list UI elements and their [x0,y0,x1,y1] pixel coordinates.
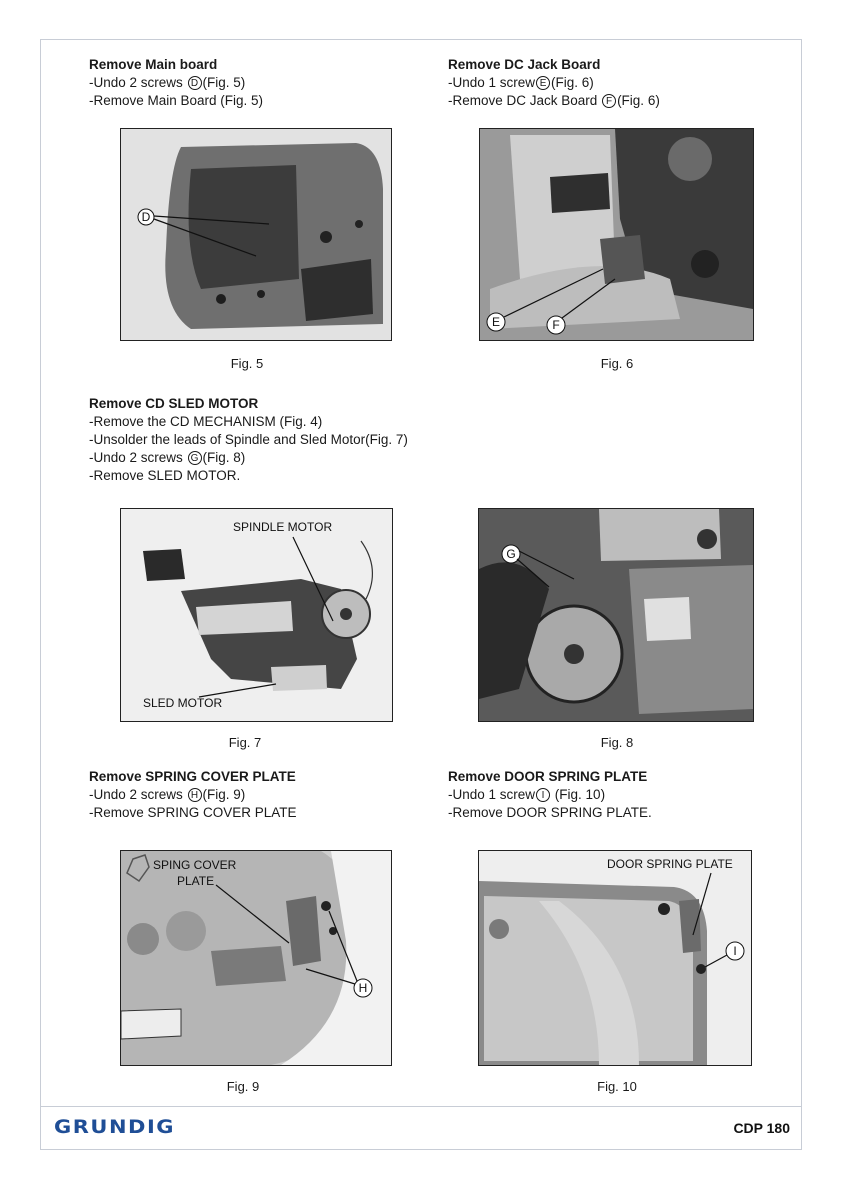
fig6-marker-e: E [491,315,501,329]
step-line: -Remove Main Board (Fig. 5) [89,93,264,108]
section-door-spring [448,768,652,822]
step-line: -Remove the CD MECHANISM (Fig. 4) [89,414,323,429]
fig6-marker-f: F [552,318,560,332]
section-sled-motor [89,395,408,485]
fig5-caption: Fig. 5 [230,356,264,371]
fig7-label-spindle: SPINDLE MOTOR [233,520,333,534]
section-title: Remove DC Jack Board [448,57,601,72]
footer-divider [41,1106,801,1107]
fig10-marker-i: I [733,944,737,958]
section-spring-cover [89,768,297,822]
fig5-photo [120,128,392,341]
fig9-photo [120,850,392,1066]
marker-e: E [536,76,550,90]
fig5-marker-d: D [141,210,151,224]
step-line: -Undo 2 screws D (Fig. 5) [89,75,246,90]
section-main-board [89,56,263,110]
section-title: Remove CD SLED MOTOR [89,396,259,411]
step-line: -Remove DC Jack Board F (Fig. 6) [448,93,660,108]
fig9-label-line1: SPING COVER [153,858,237,872]
section-title: Remove SPRING COVER PLATE [89,769,296,784]
fig7-label-sled: SLED MOTOR [143,696,223,710]
step-line: -Undo 1 screw E (Fig. 6) [448,75,594,90]
step-line: -Undo 2 screws G (Fig. 8) [89,450,246,465]
fig10-photo [478,850,752,1066]
fig8-marker-g: G [506,547,516,561]
model-number: CDP 180 [733,1120,790,1136]
section-dc-jack [448,56,660,110]
fig7-caption: Fig. 7 [228,735,262,750]
section-title: Remove Main board [89,57,218,72]
fig9-marker-h: H [358,981,368,995]
marker-h: H [188,788,202,802]
step-line: -Remove SPRING COVER PLATE [89,805,297,820]
fig7-photo [120,508,393,722]
marker-g: G [188,451,202,465]
fig6-photo [479,128,754,341]
fig9-label-line2: PLATE [177,874,215,888]
step-line: -Remove SLED MOTOR. [89,468,241,483]
marker-f: F [602,94,616,108]
step-line: -Unsolder the leads of Spindle and Sled Motor(Fig. 7) [89,432,408,447]
brand-logo: GRUNDIG [54,1116,176,1138]
fig6-caption: Fig. 6 [600,356,634,371]
fig10-label: DOOR SPRING PLATE [607,857,733,871]
fig8-photo [478,508,754,722]
step-line: -Undo 1 screw I (Fig. 10) [448,787,606,802]
fig8-caption: Fig. 8 [600,735,634,750]
step-line: -Remove DOOR SPRING PLATE. [448,805,652,820]
fig9-caption: Fig. 9 [226,1079,260,1094]
fig10-caption: Fig. 10 [597,1079,637,1094]
step-line: -Undo 2 screws H (Fig. 9) [89,787,246,802]
section-title: Remove DOOR SPRING PLATE [448,769,648,784]
marker-i: I [536,788,550,802]
marker-d: D [188,76,202,90]
